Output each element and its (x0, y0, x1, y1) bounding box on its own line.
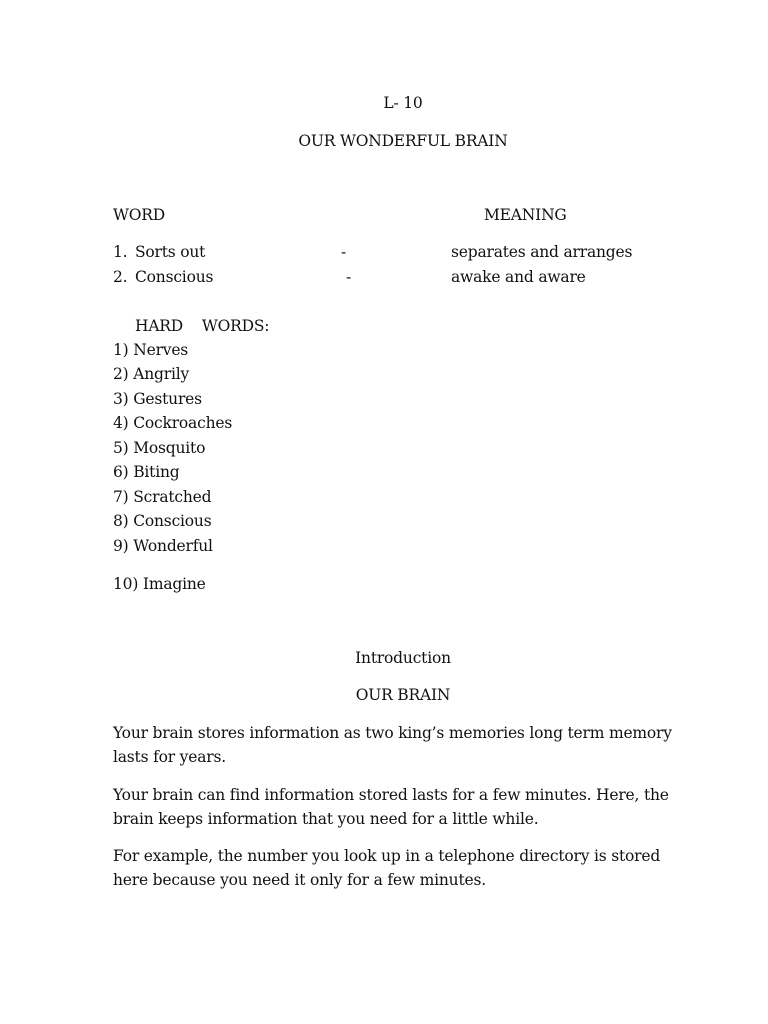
vocab-word: Sorts out (135, 243, 206, 261)
intro-paragraph: Your brain stores information as two king’s memories long term memory lasts for years. (113, 724, 672, 766)
hard-word-item: 2) Angrily (113, 365, 190, 383)
vocab-meaning: separates and arranges (451, 243, 633, 261)
hard-word-item: 8) Conscious (113, 512, 212, 530)
meaning-column-header: MEANING (484, 206, 567, 224)
hard-word-item: 3) Gestures (113, 390, 202, 408)
vocab-row-number: 1. (113, 243, 128, 261)
hard-word-item: 1) Nerves (113, 341, 189, 359)
hard-word-item: 5) Mosquito (113, 439, 206, 457)
vocab-dash: - (346, 268, 352, 286)
hard-word-item: 10) Imagine (113, 575, 206, 593)
hard-word-item: 7) Scratched (113, 488, 212, 506)
hard-words-heading: HARD WORDS: (135, 317, 270, 335)
vocab-dash: - (341, 243, 347, 261)
vocab-meaning: awake and aware (451, 268, 586, 286)
lesson-number: L- 10 (383, 94, 423, 112)
hard-word-item: 4) Cockroaches (113, 414, 233, 432)
vocab-row-number: 2. (113, 268, 128, 286)
our-brain-heading: OUR BRAIN (355, 686, 451, 704)
hard-word-item: 9) Wonderful (113, 537, 213, 555)
vocab-word: Conscious (135, 268, 214, 286)
word-column-header: WORD (113, 206, 165, 224)
intro-paragraph: For example, the number you look up in a telephone directory is stored here because you need it only for a few minutes. (113, 847, 661, 889)
intro-paragraph: Your brain can find information stored lasts for a few minutes. Here, the brain keeps information that you need for a little while. (113, 786, 669, 828)
hard-word-item: 6) Biting (113, 463, 180, 481)
introduction-heading: Introduction (355, 649, 451, 667)
lesson-title: OUR WONDERFUL BRAIN (298, 132, 508, 150)
